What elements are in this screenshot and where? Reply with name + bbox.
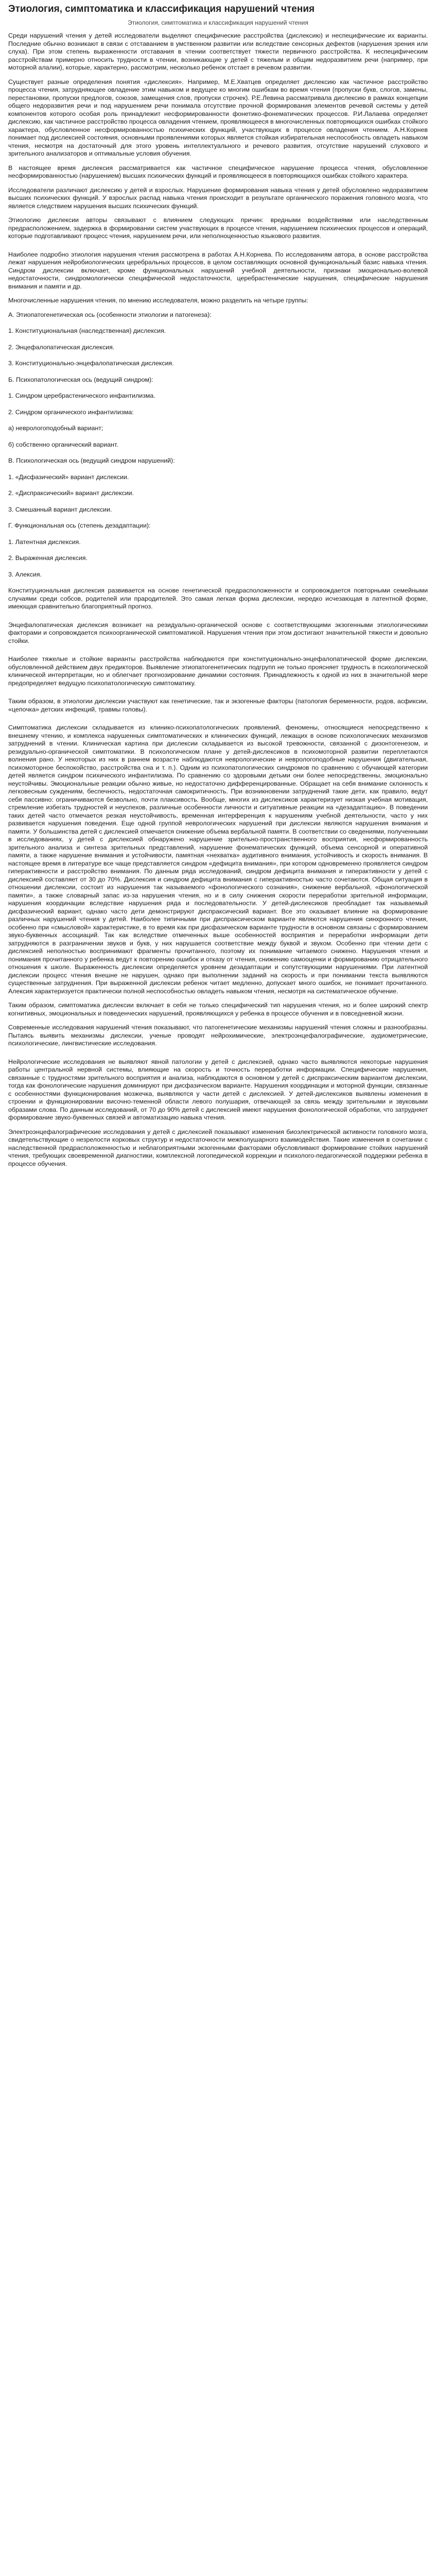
article-paragraph: В. Психологическая ось (ведущий синдром нарушений): (8, 457, 175, 464)
article-paragraph: Г. Функциональная ось (степень дезадаптации): (8, 522, 151, 529)
article-paragraph: б) собственно органический вариант. (8, 440, 118, 448)
article-paragraph: а) неврологоподобный вариант; (8, 425, 103, 432)
article-paragraph: 3. Смешанный вариант дислексии. (8, 505, 112, 513)
article-paragraph: Нейрологические исследования не выявляют явной патологии у детей с дислексией, однако часто выявляются некоторые нарушения работы центральной нервной системы, влияющие на скорость и точность переработки информации. Специфические нарушения, связанные с трудностями зрительного восприятия и анализа, наблюдаются в основном у детей с диспраксическим вариантом дислексии, тогда как фонологические нарушения доминируют при дисфазическом варианте. Нарушения координации и моторной функции, связанные с особенностями функционирования мозжечка, выявляются у части детей с дислексией. У детей-дислексиков выявлены изменения в строении и функционировании височно-теменной области левого полушария, отвечающей за связь между зрительными и звуковыми образами слова. По данным исследований, от 70 до 90% детей с дислексией имеют нарушения фонологической обработки, что затрудняет формирование звуко-буквенных связей и автоматизацию навыка чтения. (8, 1058, 428, 1121)
article-paragraph: 3. Конституционально-энцефалопатическая дислексия. (8, 360, 174, 367)
article-page (0, 0, 436, 1179)
article-paragraph: 2. Выраженная дислексия. (8, 554, 88, 562)
article-paragraph: Таким образом, в этиологии дислексии участвуют как генетические, так и экзогенные факторы (патология беременности, родов, асфиксии, «цепочка» детских инфекций, травмы головы). (8, 698, 428, 713)
article-paragraph: 1. Конституциональная (наследственная) дислексия. (8, 327, 166, 334)
article-body (8, 32, 428, 1168)
article-title: Этиология, симптоматика и классификация нарушений чтения (8, 4, 315, 14)
article-paragraph: Электроэнцефалографические исследования у детей с дислексией показывают изменения биоэлектрической активности головного мозга, свидетельствующие о незрелости корковых структур и недостаточности межполушарного взаимодействия. Такие изменения в сочетании с наследственной предрасположенностью и неблагоприятными экзогенными факторами обусловливают формирование стойких нарушений чтения, требующих своевременной диагностики, комплексной логопедической коррекции и психолого-педагогической поддержки ребенка в процессе обучения. (8, 1128, 428, 1167)
article-paragraph: Энцефалопатическая дислексия возникает на резидуально-органической основе с соответствующими экзогенными этиологическими факторами и сопровождается психоорганической симптоматикой. Нарушения чтения при этом достигают значительной тяжести и довольно стойки. (8, 621, 428, 645)
article-paragraph: 1. Синдром церебрастенического инфантилизма. (8, 392, 155, 399)
article-paragraph: Таким образом, симптоматика дислексии включает в себя не только специфический тип нарушения чтения, но и более широкий спектр когнитивных, эмоциональных и поведенческих нарушений, проявляющихся у ребенка в процессе обучения и в повседневной жизни. (8, 1002, 428, 1017)
article-paragraph: Этиологию дислексии авторы связывают с влиянием следующих причин: вредными воздействиями или наследственным предрасположением, задержка в формировании систем участвующих в процессе чтения, нарушением психических процессов и операций, которые подготавливают процесс чтения, нарушением речи, или неполноценностью языкового развития. (8, 216, 428, 240)
article-paragraph: 2. Синдром органического инфантилизма: (8, 408, 134, 416)
article-paragraph: А. Этиопатогенетическая ось (особенности этиологии и патогенеза): (8, 311, 212, 318)
article-paragraph: 1. Латентная дислексия. (8, 538, 81, 546)
article-paragraph: Симптоматика дислексии складывается из клинико-психопатологических проявлений, феномены, относящиеся непосредственно к внешнему чтению, и комплекса нарушенных симптоматических и клинических функций, лежащих в основе психологических механизмов затруднений в чтении. Клиническая картина при дислексии складывается из высокой тревожности, связанной с дизонтогенезом, и резидуально-органической симптоматики. В психологическом плане у детей-дислексиков в психомоторной развитии переплетаются волнения рано. У некоторых из них в раннем возрасте наблюдаются неврологические и неврологоподобные нарушения (двигательная, психомоторное беспокойство, расстройства сна и т. п.). Одним из психопатологических синдромов по сравнению с обучающей категории детей является синдром психического инфантилизма. По сравнению со здоровыми детьми они более непосредственны, эмоционально неустойчивы. Эмоциональные реакции обычно живые, но недостаточно дифференцированные. Обращает на себя внимание склонность к легковесным суждениям, беспечность, недостаточная самокритичность. При возникновении затруднений такие дети, как правило, ведут себя пассивно: ограничиваются безвольно, почти плаксивость. Вообще, многих из дислексиков характеризует низкая учебная мотивация, стремление избегать трудностей и неуспехов, различные особенности личности и ситуативные реакции на «дезадаптацию». В поведении таких детей часто отмечается резкая неустойчивость, временная интерференция к нарушениям учебной деятельности, часто у них развивается нарушения поведения. Еще одной группой неврологических нарушений при дислексии являются нарушения внимания и памяти. У большинства детей с дислексией отмечается снижение объема вербальной памяти. В соответствии со сведениями, полученными в исследованиях, у детей с дислексией обнаружено нарушение зрительно-пространственного восприятия, несформированность зрительного анализа и синтеза зрительных представлений, нарушение фонематических функций, объема сенсорной и оперативной памяти, а также нарушение внимания и устойчивости, памятная «нехватка» аудитивного внимания, устойчивость и скорость внимания. В настоящее время в литературе все чаще представляется синдром «дефицита внимания», при котором одновременно проявляется синдром гиперактивности и расстройство внимания. По данным ряда исследований, синдром дефицита внимания и гиперактивности у детей с дислексией составляет от 30 до 70%. Дислексия и синдром дефицита внимания с гиперактивностью часто сочетаются. Общая ситуация в отношении дислексии, состоит из нарушения так называемого «фонологического сознания», снижение вербальной, «фонологической памяти», а также словарный запас из-за нарушения чтения, но и в силу снижения скорости переработки зрительной информации, нарушения координации вследствие нарушения ряда и последовательности. У детей-дислексиков преобладает так называемый дисфазический вариант, однако часто дети демонстрируют диспраксический вариант. Все это оказывает влияние на формирование различных нарушений чтения у детей. Наиболее типичными при диспраксическом варианте являются нарушения синхронного чтения, особенно при «смысловой» характеристике, в то время как при дисфазическом варианте трудности в основном связаны с формированием звуко-буквенных ассоциаций. Так как вследствие отмеченных выше особенностей восприятия и переработки информации дети затрудняются в разграничении звуков и букв, у них нарушается соответствие между буквой и звуком. Особенно при чтении дети с дислексией неполностью воспринимают фрагменты прочитанного, поэтому их понимание читаемого снижено. Нарушения чтения и понимания прочитанного у ребенка ведут к повторению ошибок и отказу от чтения, снижению самооценки и формированию отрицательного отношения к школе. Выраженность дислексии определяется уровнем дезадаптации и сопутствующими нарушениями. При латентной дислексии процесс чтения внешне не нарушен, однако при выполнении заданий на скорость и при понимании текста выявляются существенные затруднения. При выраженной дислексии ребенок читает медленно, допускает много ошибок, не понимает прочитанного. Алексия характеризуется практически полной неспособностью овладеть навыком чтения, несмотря на систематическое обучение. (8, 724, 428, 995)
article-paragraph: Наиболее подробно этиология нарушения чтения рассмотрена в работах А.Н.Корнева. По исследованиям автора, в основе расстройства лежат нарушения нейробиологических церебральных процессов, в целом составляющих основной функциональный базис навыка чтения. Синдром дислексии включает, кроме функциональных нарушений учебной деятельности, признаки эмоционально-волевой недостаточности, синдромологически специфической недостаточности, церебрастенические нарушения, специфические нарушения внимания и памяти и др. (8, 250, 428, 290)
article-paragraph: 2. Энцефалопатическая дислексия. (8, 343, 115, 351)
article-paragraph: В настоящее время дислексия рассматривается как частичное специфическое нарушение процесса чтения, обусловленное несформированностью (нарушением) высших психических функций и проявляющееся в повторяющихся ошибках стойкого характера. (8, 164, 428, 179)
article-paragraph: Б. Психопатологическая ось (ведущий синдром): (8, 376, 153, 383)
article-paragraph: Исследователи различают дислексию у детей и взрослых. Нарушение формирования навыка чтения у детей обусловлено недоразвитием высших психических функций. У взрослых распад навыка чтения происходит в результате органического поражения головного мозга, что является следствием нарушения высших психических функций. (8, 186, 428, 210)
article-paragraph: 1. «Дисфазический» вариант дислексии. (8, 473, 129, 481)
article-subtitle: Этиология, симптоматика и классификация нарушений чтения (128, 19, 308, 26)
article-paragraph: Многочисленные нарушения чтения, по мнению исследователя, можно разделить на четыре группы: (8, 297, 308, 304)
article-paragraph: 2. «Диспраксический» вариант дислексии. (8, 489, 134, 497)
article-paragraph: Конституциональная дислексия развивается на основе генетической предрасположенности и сопровождается повторными семейными случаями среди собсов, родителей или прародителей. Это самая легкая форма дислексии, нередко исчезающая в латентной форме, имеющая сравнительно благоприятный прогноз. (8, 587, 428, 610)
article-paragraph: Существует разные определения понятия «дислексия». Например, М.Е.Хватцев определяет дислексию как частичное расстройство процесса чтения, затрудняющее овладение этим навыком и ведущее ко многим ошибкам во время чтения (пропуски букв, слогов, замены, перестановки, пропуски предлогов, союзов, замещения слов, пропуски строчек). Р.Е.Левина рассматривала дислексию в рамках концепции общего недоразвития речи и под нарушением речи понимала отсутствие прочной формирования элементов речевой системы у детей компонентов которого особая роль принадлежит несформированности фонетико-фонематических процессов. Р.И.Лалаева определяет дислексию, как частичное расстройство процесса овладения чтением, проявляющееся в многочисленных повторяющихся ошибках стойкого характера, обусловленное несформированностью психических функций, участвующих в процессе овладения чтением. А.Н.Корнев понимает под дислексией состояния, основными проявлениями которых является стойкая избирательная неспособность овладеть навыком чтения, несмотря на достаточный для этого уровень интеллектуального и речевого развития, отсутствие нарушений слухового и зрительного анализаторов и оптимальные условия обучения. (8, 78, 428, 157)
article-paragraph: Наиболее тяжелые и стойкие варианты расстройства наблюдаются при конституционально-энцефалопатической форме дислексии, обусловленной действием двух предикторов. Выявление этиопатогенетических подгрупп не только проясняет трудность в психологической клинической интерпретации, но и облегчает прогнозирование динамики состояния. Принадлежность к одной из них в значительной мере предопределяет ведущую психопатологическую симптоматику. (8, 655, 428, 687)
article-paragraph: 3. Алексия. (8, 570, 42, 578)
article-paragraph: Среди нарушений чтения у детей исследователи выделяют специфические расстройства (дислексию) и неспецифические их варианты. Последние обычно возникают в связи с отставанием в умственном развитии или вследствие сенсорных дефектов (нарушения зрения или слуха). При этом степень выраженности отставания в чтении соответствует тяжести первичного расстройства. К неспецифическим расстройствам примерно относить трудности в чтении, возникающие у детей с тяжелым и общим недоразвитием речи (например, при моторной алалии), которые, характерно, рассмотрим, несколько ребенок отстает в речевом развитии. (8, 32, 428, 71)
article-paragraph: Современные исследования нарушений чтения показывают, что патогенетические механизмы нарушений чтения сложны и разнообразны. Пытаясь выявить механизмы дислексии, ученые проводят нейрохимические, электроэнцефалографические, аудиометрические, психологические, лингвистические исследования. (8, 1024, 428, 1047)
